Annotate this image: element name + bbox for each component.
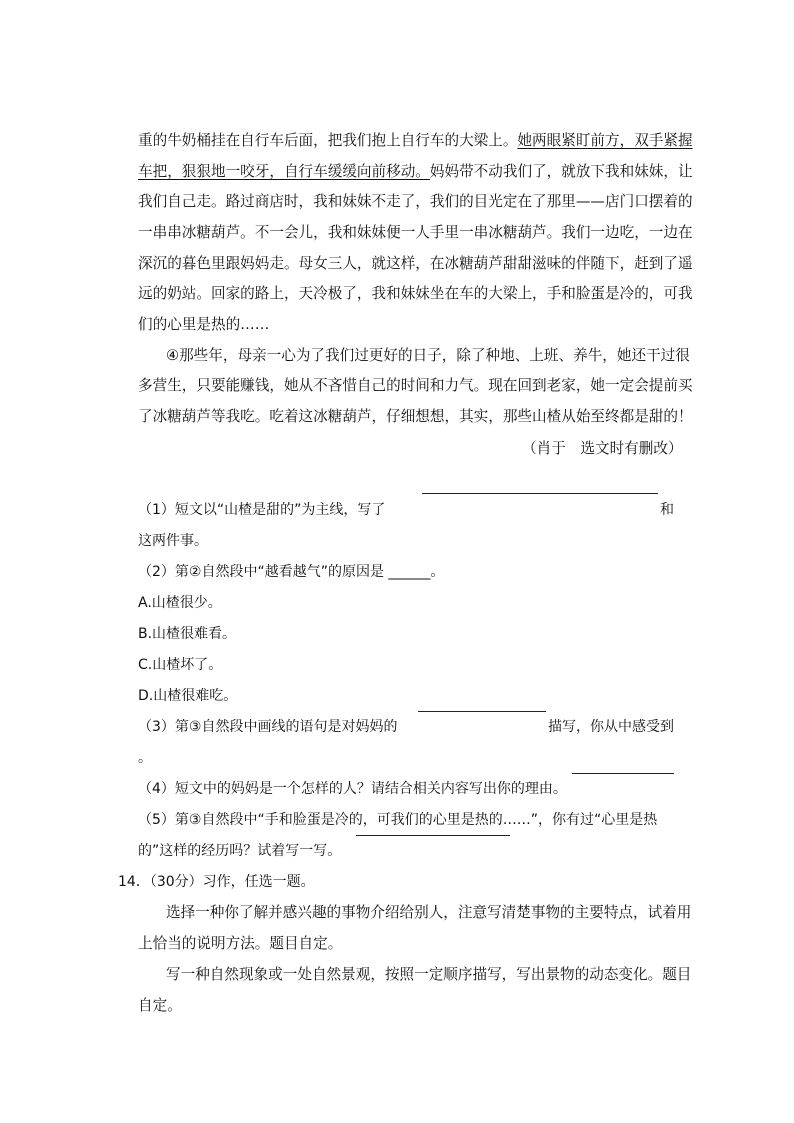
question-1-text-end: 这两件事。 — [138, 533, 208, 549]
question-3-text: （3）第③自然段中画线的语句是对妈妈的 — [138, 719, 398, 735]
question-5-text: （5）第③自然段中“手和脸蛋是冷的，可我们的心里是热的……”，你有过“心里是热 — [138, 812, 658, 828]
question-14-option-1-line-1: 选择一种你了解并感兴趣的事物介绍给别人，注意写清楚事物的主要特点，试着用 — [166, 904, 692, 921]
question-2-text: （2）第②自然段中“越看越气”的原因是 ______。 — [138, 564, 445, 580]
passage-line-2 — [138, 162, 693, 182]
passage-line-6: 远的奶站。回家的路上，天冷极了，我和妹妹坐在车的大梁上，手和脸蛋是冷的，可我 — [138, 285, 693, 302]
passage-line-4: 一串串冰糖葫芦。不一会儿，我和妹妹便一人手里一串冰糖葫芦。我们一边吃，一边在 — [138, 224, 693, 241]
question-3-text-cont: 描写，你从中感受到 — [548, 719, 674, 735]
passage-line-5: 深沉的暮色里跟妈妈走。母女三人，就这样，在冰糖葫芦甜甜滋味的伴随下，赶到了遥 — [138, 255, 693, 272]
passage-line-3: 我们自己走。路过商店时，我和妹妹不走了，我们的目光定在了那里——店门口摆着的 — [138, 193, 693, 210]
underlined-sentence: 车把，狠狠地一咬牙，自行车缓缓向前移动。 — [138, 163, 430, 180]
question-3-text-end: 。 — [138, 750, 152, 766]
question-3-answer-blank[interactable] — [418, 711, 546, 712]
question-1-text: （1）短文以“山楂是甜的”为主线，写了 — [138, 502, 386, 518]
passage-line-1 — [138, 131, 693, 151]
source-note: （肖于 选文时有删改） — [522, 440, 683, 457]
passage-line-7: 们的心里是热的…… — [138, 316, 270, 333]
question-14-option-1-line-2: 上恰当的说明方法。题目自定。 — [138, 935, 343, 952]
question-2-option-c: C.山楂坏了。 — [138, 657, 223, 673]
question-14-title: 14．（30分）习作，任选一题。 — [118, 874, 315, 890]
question-5-text-cont: 的”这样的经历吗？试着写一写。 — [138, 843, 342, 859]
question-2-option-a: A.山楂很少。 — [138, 595, 222, 611]
passage-text: 妈妈带不动我们了，就放下我和妹妹，让 — [429, 163, 693, 180]
paragraph-4-line-2: 多营生，只要能赚钱，她从不吝惜自己的时间和力气。现在回到老家，她一定会提前买 — [138, 377, 693, 394]
paragraph-4-line-3: 了冰糖葫芦等我吃。吃着这冰糖葫芦，仔细想想，其实，那些山楂从始至终都是甜的！ — [138, 408, 693, 425]
question-2-option-d: D.山楂很难吃。 — [138, 688, 238, 704]
passage-text: 重的牛奶桶挂在自行车后面，把我们抱上自行车的大梁上。 — [138, 132, 518, 149]
question-4-text: （4）短文中的妈妈是一个怎样的人？请结合相关内容写出你的理由。 — [138, 781, 567, 797]
question-14-option-2-line-2: 自定。 — [138, 997, 182, 1014]
question-1-text-and: 和 — [660, 502, 674, 518]
question-5-answer-blank[interactable] — [356, 835, 510, 836]
paragraph-4-line-1: ④那些年，母亲一心为了我们过更好的日子，除了种地、上班、养牛，她还干过很 — [166, 347, 690, 364]
underlined-sentence: 她两眼紧盯前方，双手紧握 — [517, 132, 693, 149]
question-2-option-b: B.山楂很难看。 — [138, 626, 237, 642]
question-1-answer-blank[interactable] — [422, 493, 658, 494]
question-4-answer-blank[interactable] — [572, 773, 674, 774]
question-14-option-2-line-1: 写一种自然现象或一处自然景观，按照一定顺序描写，写出景物的动态变化。题目 — [166, 966, 692, 983]
